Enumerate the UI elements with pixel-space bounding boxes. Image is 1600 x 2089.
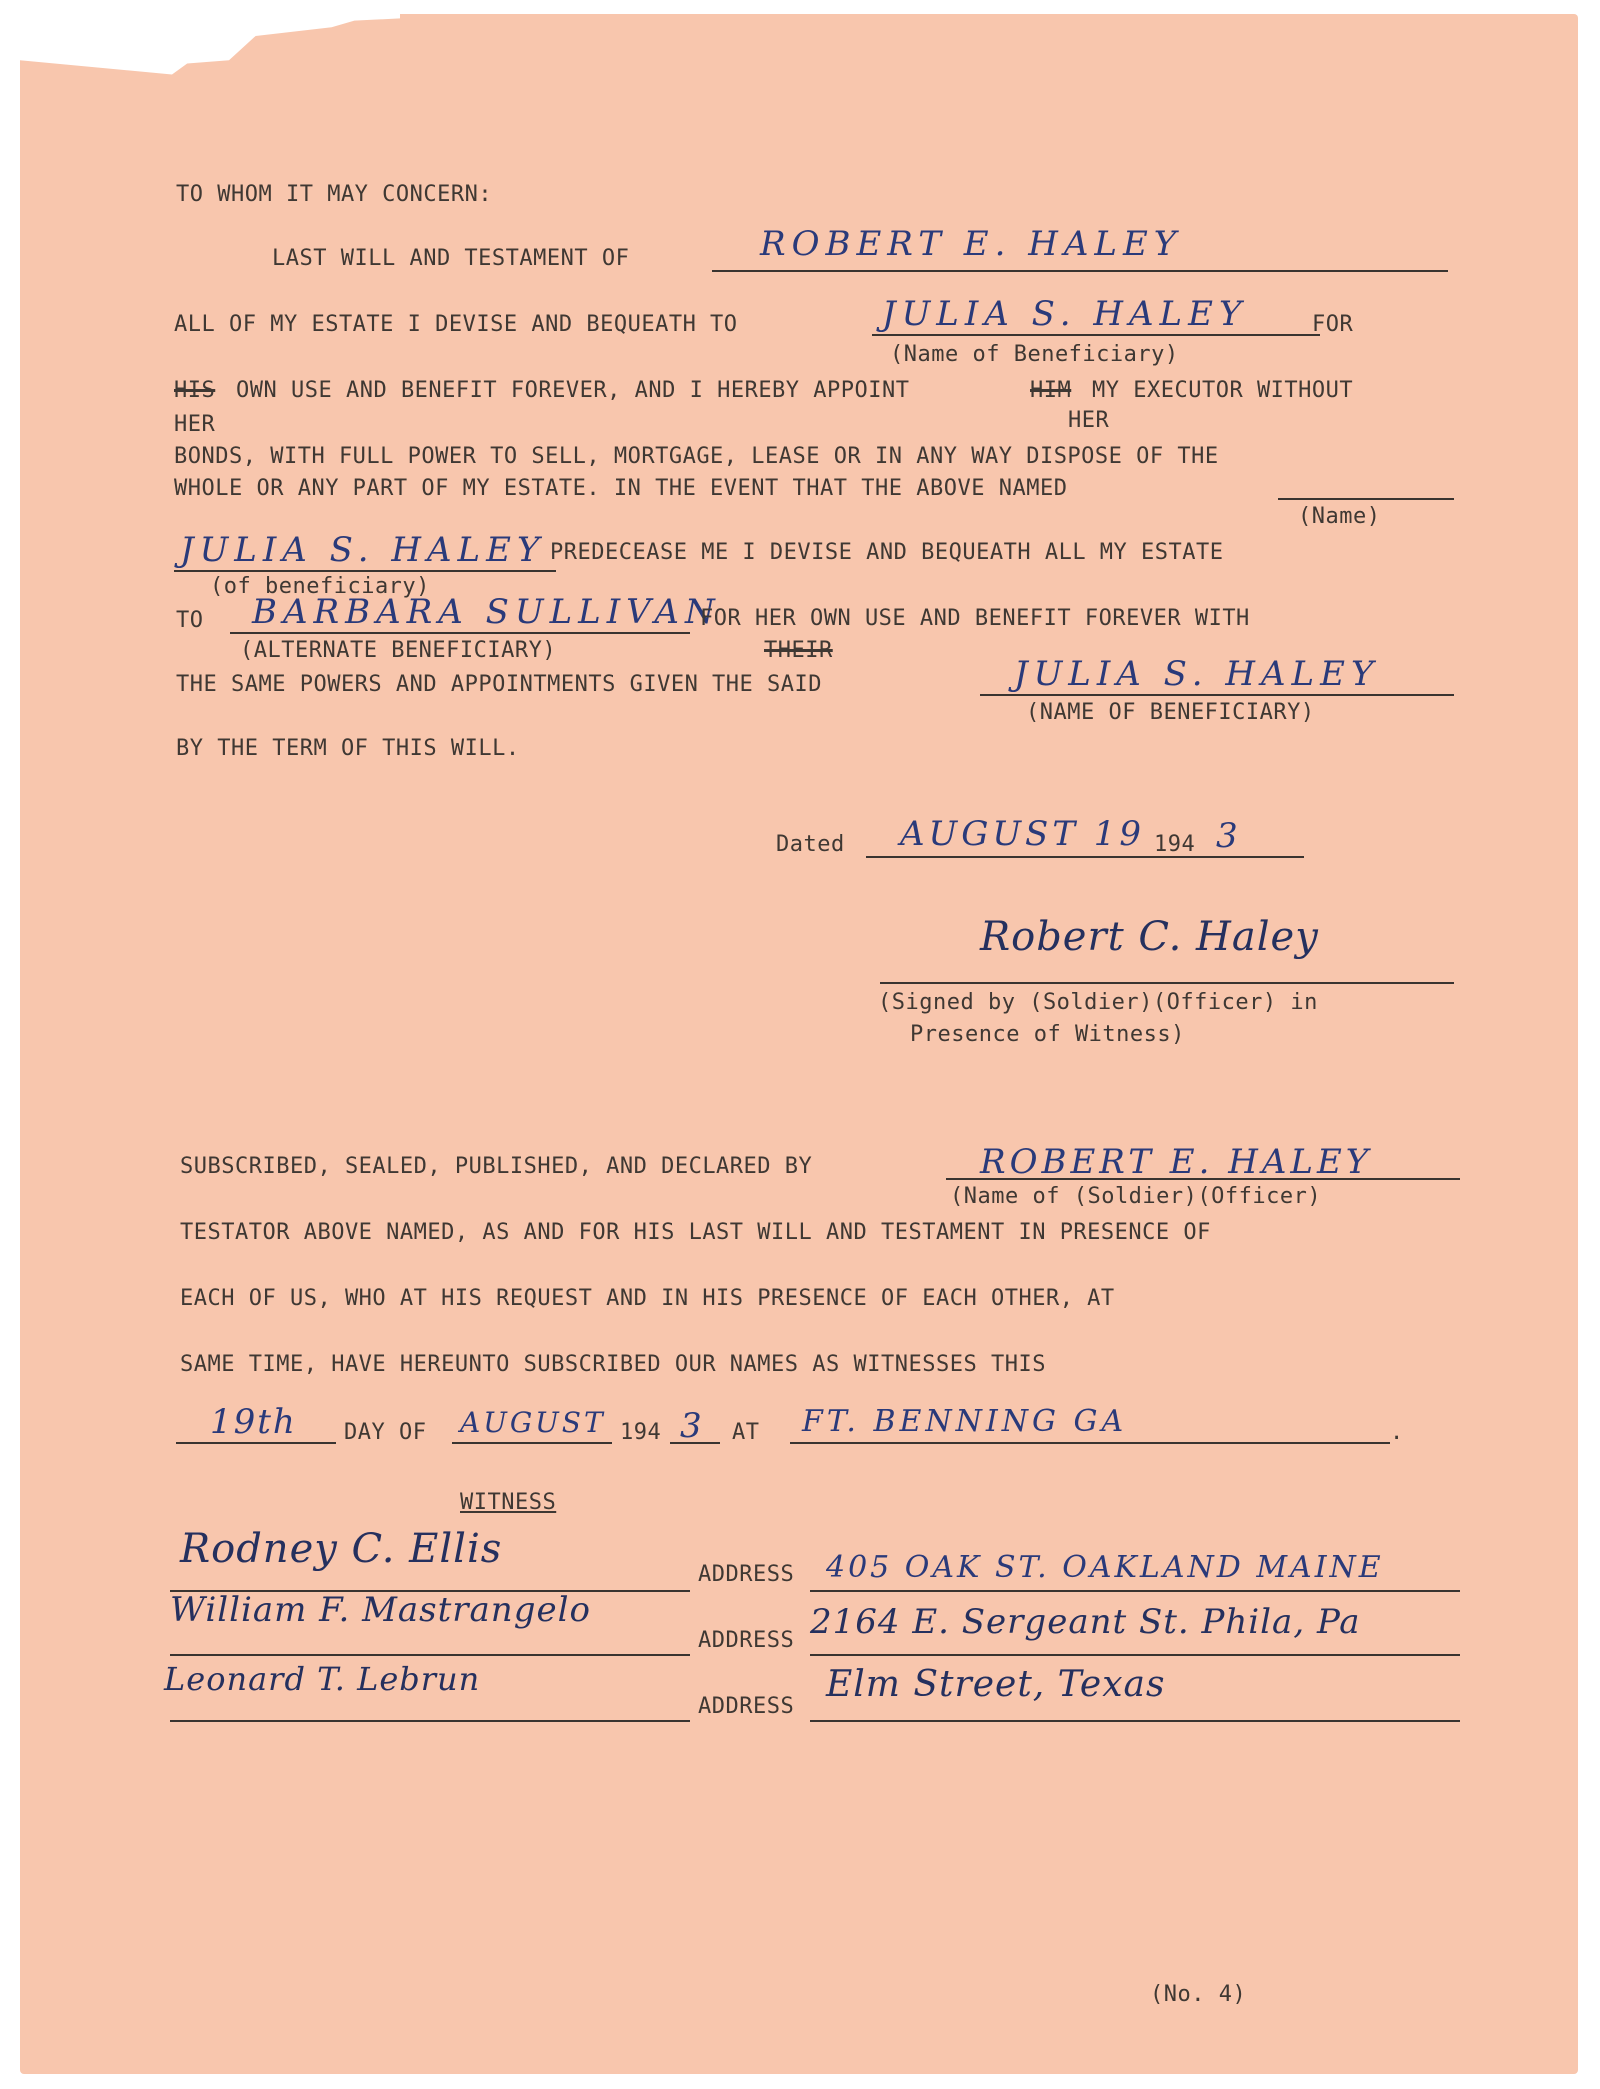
beneficiary-name: JULIA S. HALEY <box>882 294 1248 334</box>
line-predecease: PREDECEASE ME I DEVISE AND BEQUEATH ALL MY ESTATE <box>550 540 1224 565</box>
dated-line <box>866 856 1304 858</box>
beneficiary-line-2 <box>174 570 556 572</box>
beneficiary-line-3 <box>980 694 1454 696</box>
witness-year-line <box>670 1442 720 1444</box>
line-each-of-us: EACH OF US, WHO AT HIS REQUEST AND IN HIS PRESENCE OF EACH OTHER, AT <box>180 1286 1115 1311</box>
caption-alternate: (ALTERNATE BENEFICIARY) <box>240 638 557 663</box>
witness-1-signature: Rodney C. Ellis <box>180 1526 503 1572</box>
year-digit: 3 <box>1216 816 1244 856</box>
witness-year-prefix: 194 <box>620 1420 662 1445</box>
beneficiary-name-2: JULIA S. HALEY <box>180 530 546 570</box>
witness-3-address-line <box>810 1720 1460 1722</box>
beneficiary-name-3: JULIA S. HALEY <box>1014 654 1380 694</box>
document-page <box>20 14 1578 2074</box>
witness-place-line <box>790 1442 1390 1444</box>
beneficiary-line <box>872 334 1320 336</box>
witness-day: 19th <box>210 1402 297 1442</box>
witness-day-line <box>176 1442 336 1444</box>
her-above-him: HER <box>1068 408 1110 433</box>
witness-1-address: 405 OAK ST. OAKLAND MAINE <box>826 1550 1384 1585</box>
witness-3-name-line <box>170 1720 690 1722</box>
dated-value: AUGUST 19 <box>900 814 1146 854</box>
caption-signed-2: Presence of Witness) <box>910 1022 1185 1047</box>
witness-heading: WITNESS <box>460 1490 557 1515</box>
witness-1-address-label: ADDRESS <box>698 1562 795 1587</box>
line-own-use: OWN USE AND BENEFIT FOREVER, AND I HEREBY APPOINT <box>236 378 910 403</box>
salutation: TO WHOM IT MAY CONCERN: <box>176 182 493 207</box>
signature-line <box>880 982 1454 984</box>
witness-year-digit: 3 <box>680 1406 708 1446</box>
subscribed-prefix: SUBSCRIBED, SEALED, PUBLISHED, AND DECLARED BY <box>180 1154 813 1179</box>
caption-name: (Name) <box>1298 504 1381 529</box>
testator-name-line <box>712 270 1448 272</box>
line-by-term: BY THE TERM OF THIS WILL. <box>176 736 520 761</box>
line-same-time: SAME TIME, HAVE HEREUNTO SUBSCRIBED OUR NAMES AS WITNESSES THIS <box>180 1352 1046 1377</box>
his-struck: HIS <box>174 378 216 403</box>
testator-signature: Robert C. Haley <box>980 914 1319 960</box>
caption-signed-1: (Signed by (Soldier)(Officer) in <box>878 990 1318 1015</box>
line-whole: WHOLE OR ANY PART OF MY ESTATE. IN THE EVENT THAT THE ABOVE NAMED <box>174 476 1068 501</box>
line-for-her: FOR HER OWN USE AND BENEFIT FOREVER WITH <box>700 606 1250 631</box>
caption-of-beneficiary: (of beneficiary) <box>210 574 430 599</box>
witness-2-address-line <box>810 1654 1460 1656</box>
period: . <box>1390 1420 1404 1445</box>
witness-month-line <box>452 1442 612 1444</box>
witness-1-address-line <box>810 1590 1460 1592</box>
witness-2-name-line <box>170 1654 690 1656</box>
testator-name: ROBERT E. HALEY <box>760 224 1183 264</box>
witness-3-address: Elm Street, Texas <box>826 1664 1166 1705</box>
to-label: TO <box>176 608 204 633</box>
their-struck: THEIR <box>764 638 833 663</box>
line-same-powers: THE SAME POWERS AND APPOINTMENTS GIVEN THE SAID <box>176 672 823 697</box>
line-testator-above: TESTATOR ABOVE NAMED, AS AND FOR HIS LAST WILL AND TESTAMENT IN PRESENCE OF <box>180 1220 1211 1245</box>
bequest-prefix: ALL OF MY ESTATE I DEVISE AND BEQUEATH TO <box>174 312 738 337</box>
caption-name-of-beneficiary-caps: (NAME OF BENEFICIARY) <box>1026 700 1315 725</box>
witness-2-signature: William F. Mastrangelo <box>170 1590 591 1630</box>
line-executor: MY EXECUTOR WITHOUT <box>1092 378 1354 403</box>
bequest-for: FOR <box>1312 312 1354 337</box>
dated-label: Dated <box>776 832 845 857</box>
witness-month: AUGUST <box>460 1406 606 1439</box>
witness-3-signature: Leonard T. Lebrun <box>164 1660 481 1698</box>
caption-name-of-beneficiary: (Name of Beneficiary) <box>890 342 1179 367</box>
torn-corner <box>20 14 400 124</box>
name-line <box>1278 498 1454 500</box>
alternate-name: BARBARA SULLIVAN <box>252 592 721 632</box>
witness-place: FT. BENNING GA <box>802 1404 1128 1439</box>
year-prefix: 194 <box>1154 832 1196 857</box>
will-title-prefix: LAST WILL AND TESTAMENT OF <box>272 246 630 271</box>
at-label: AT <box>732 1420 760 1445</box>
her-above-his: HER <box>174 412 216 437</box>
caption-name-soldier: (Name of (Soldier)(Officer) <box>950 1184 1322 1209</box>
witness-2-address-label: ADDRESS <box>698 1628 795 1653</box>
alternate-line <box>230 632 690 634</box>
form-number: (No. 4) <box>1150 1982 1247 2007</box>
witness-2-address: 2164 E. Sergeant St. Phila, Pa <box>810 1602 1361 1642</box>
declarant-name: ROBERT E. HALEY <box>980 1142 1373 1182</box>
day-of-label: DAY OF <box>344 1420 427 1445</box>
witness-3-address-label: ADDRESS <box>698 1694 795 1719</box>
line-bonds: BONDS, WITH FULL POWER TO SELL, MORTGAGE, LEASE OR IN ANY WAY DISPOSE OF THE <box>174 444 1219 469</box>
him-struck: HIM <box>1030 378 1072 403</box>
